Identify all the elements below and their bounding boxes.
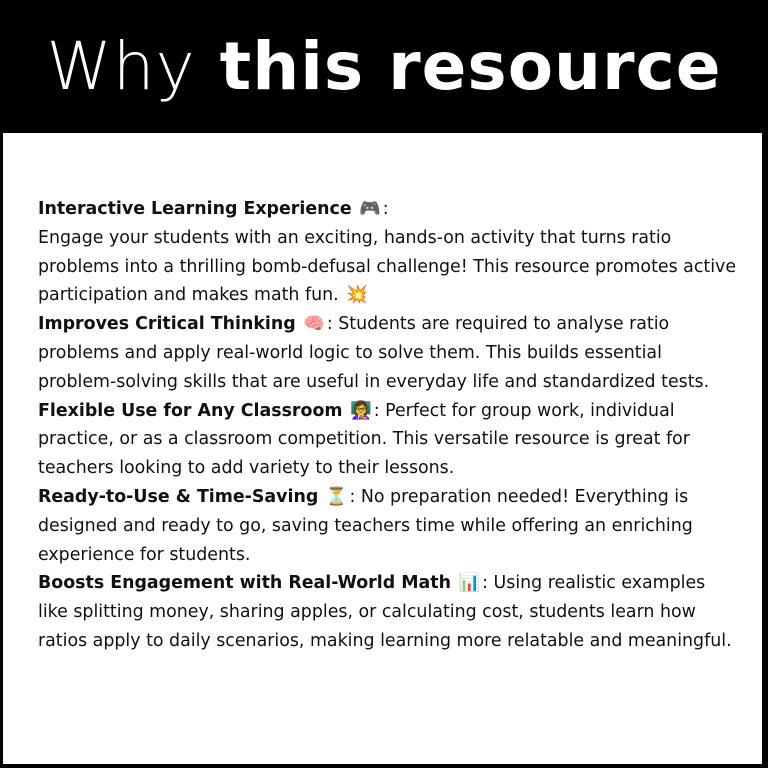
- benefit-body: No preparation needed! Everything is designed and ready to go, saving teachers time while offering an enriching experience for students.: [38, 486, 693, 565]
- bar-chart-icon: 📊: [458, 573, 481, 594]
- page-title: [46, 27, 722, 105]
- benefit-heading: Flexible Use for Any Classroom: [38, 400, 343, 421]
- game-controller-icon: 🎮: [359, 199, 381, 219]
- benefit-separator: :: [373, 400, 380, 421]
- header-banner: [0, 0, 768, 133]
- benefit-separator: :: [349, 486, 356, 507]
- benefit-heading: Boosts Engagement with Real-World Math: [38, 573, 451, 594]
- title-part-why: Why: [46, 27, 196, 105]
- benefit-item-ready-to-use: [38, 483, 738, 569]
- benefit-body: Perfect for group work, individual practice, or as a classroom competition. This versatile resource is great for teachers looking to add variety to their lessons.: [38, 400, 690, 479]
- benefit-separator: :: [326, 314, 333, 335]
- benefit-separator: :: [382, 199, 389, 219]
- benefit-body-interactive: [38, 224, 738, 310]
- benefit-body: Engage your students with an exciting, hands-on activity that turns ratio problems into a thrilling bomb-defusal challenge! This resource promotes active participation and makes math fun.: [38, 227, 737, 306]
- benefit-item-critical-thinking: [38, 310, 738, 396]
- benefit-item-flexible-use: [38, 397, 738, 483]
- benefit-body: Using realistic examples like splitting money, sharing apples, or calculating cost, students learn how ratios apply to daily scenarios, making learning more relatable and meaningful.: [38, 573, 732, 651]
- benefit-item-interactive: [38, 195, 738, 224]
- hourglass-icon: ⏳: [325, 486, 348, 507]
- benefit-heading: Interactive Learning Experience: [38, 199, 352, 219]
- benefit-item-engagement: [38, 569, 738, 655]
- benefits-list: [38, 195, 738, 656]
- benefit-body: Students are required to analyse ratio problems and apply real-world logic to solve them. This builds essential problem-solving skills that are useful in everyday life and standardized tests.: [38, 314, 710, 392]
- title-part-this-resource: this resource: [219, 27, 722, 105]
- benefit-separator: :: [482, 573, 488, 594]
- benefit-heading: Ready-to-Use & Time-Saving: [38, 486, 319, 507]
- benefit-heading: Improves Critical Thinking: [38, 314, 296, 335]
- brain-icon: 🧠: [303, 314, 325, 335]
- explosion-icon: 💥: [346, 285, 368, 306]
- teacher-icon: 👩‍🏫: [350, 400, 372, 421]
- content-panel: [3, 133, 762, 764]
